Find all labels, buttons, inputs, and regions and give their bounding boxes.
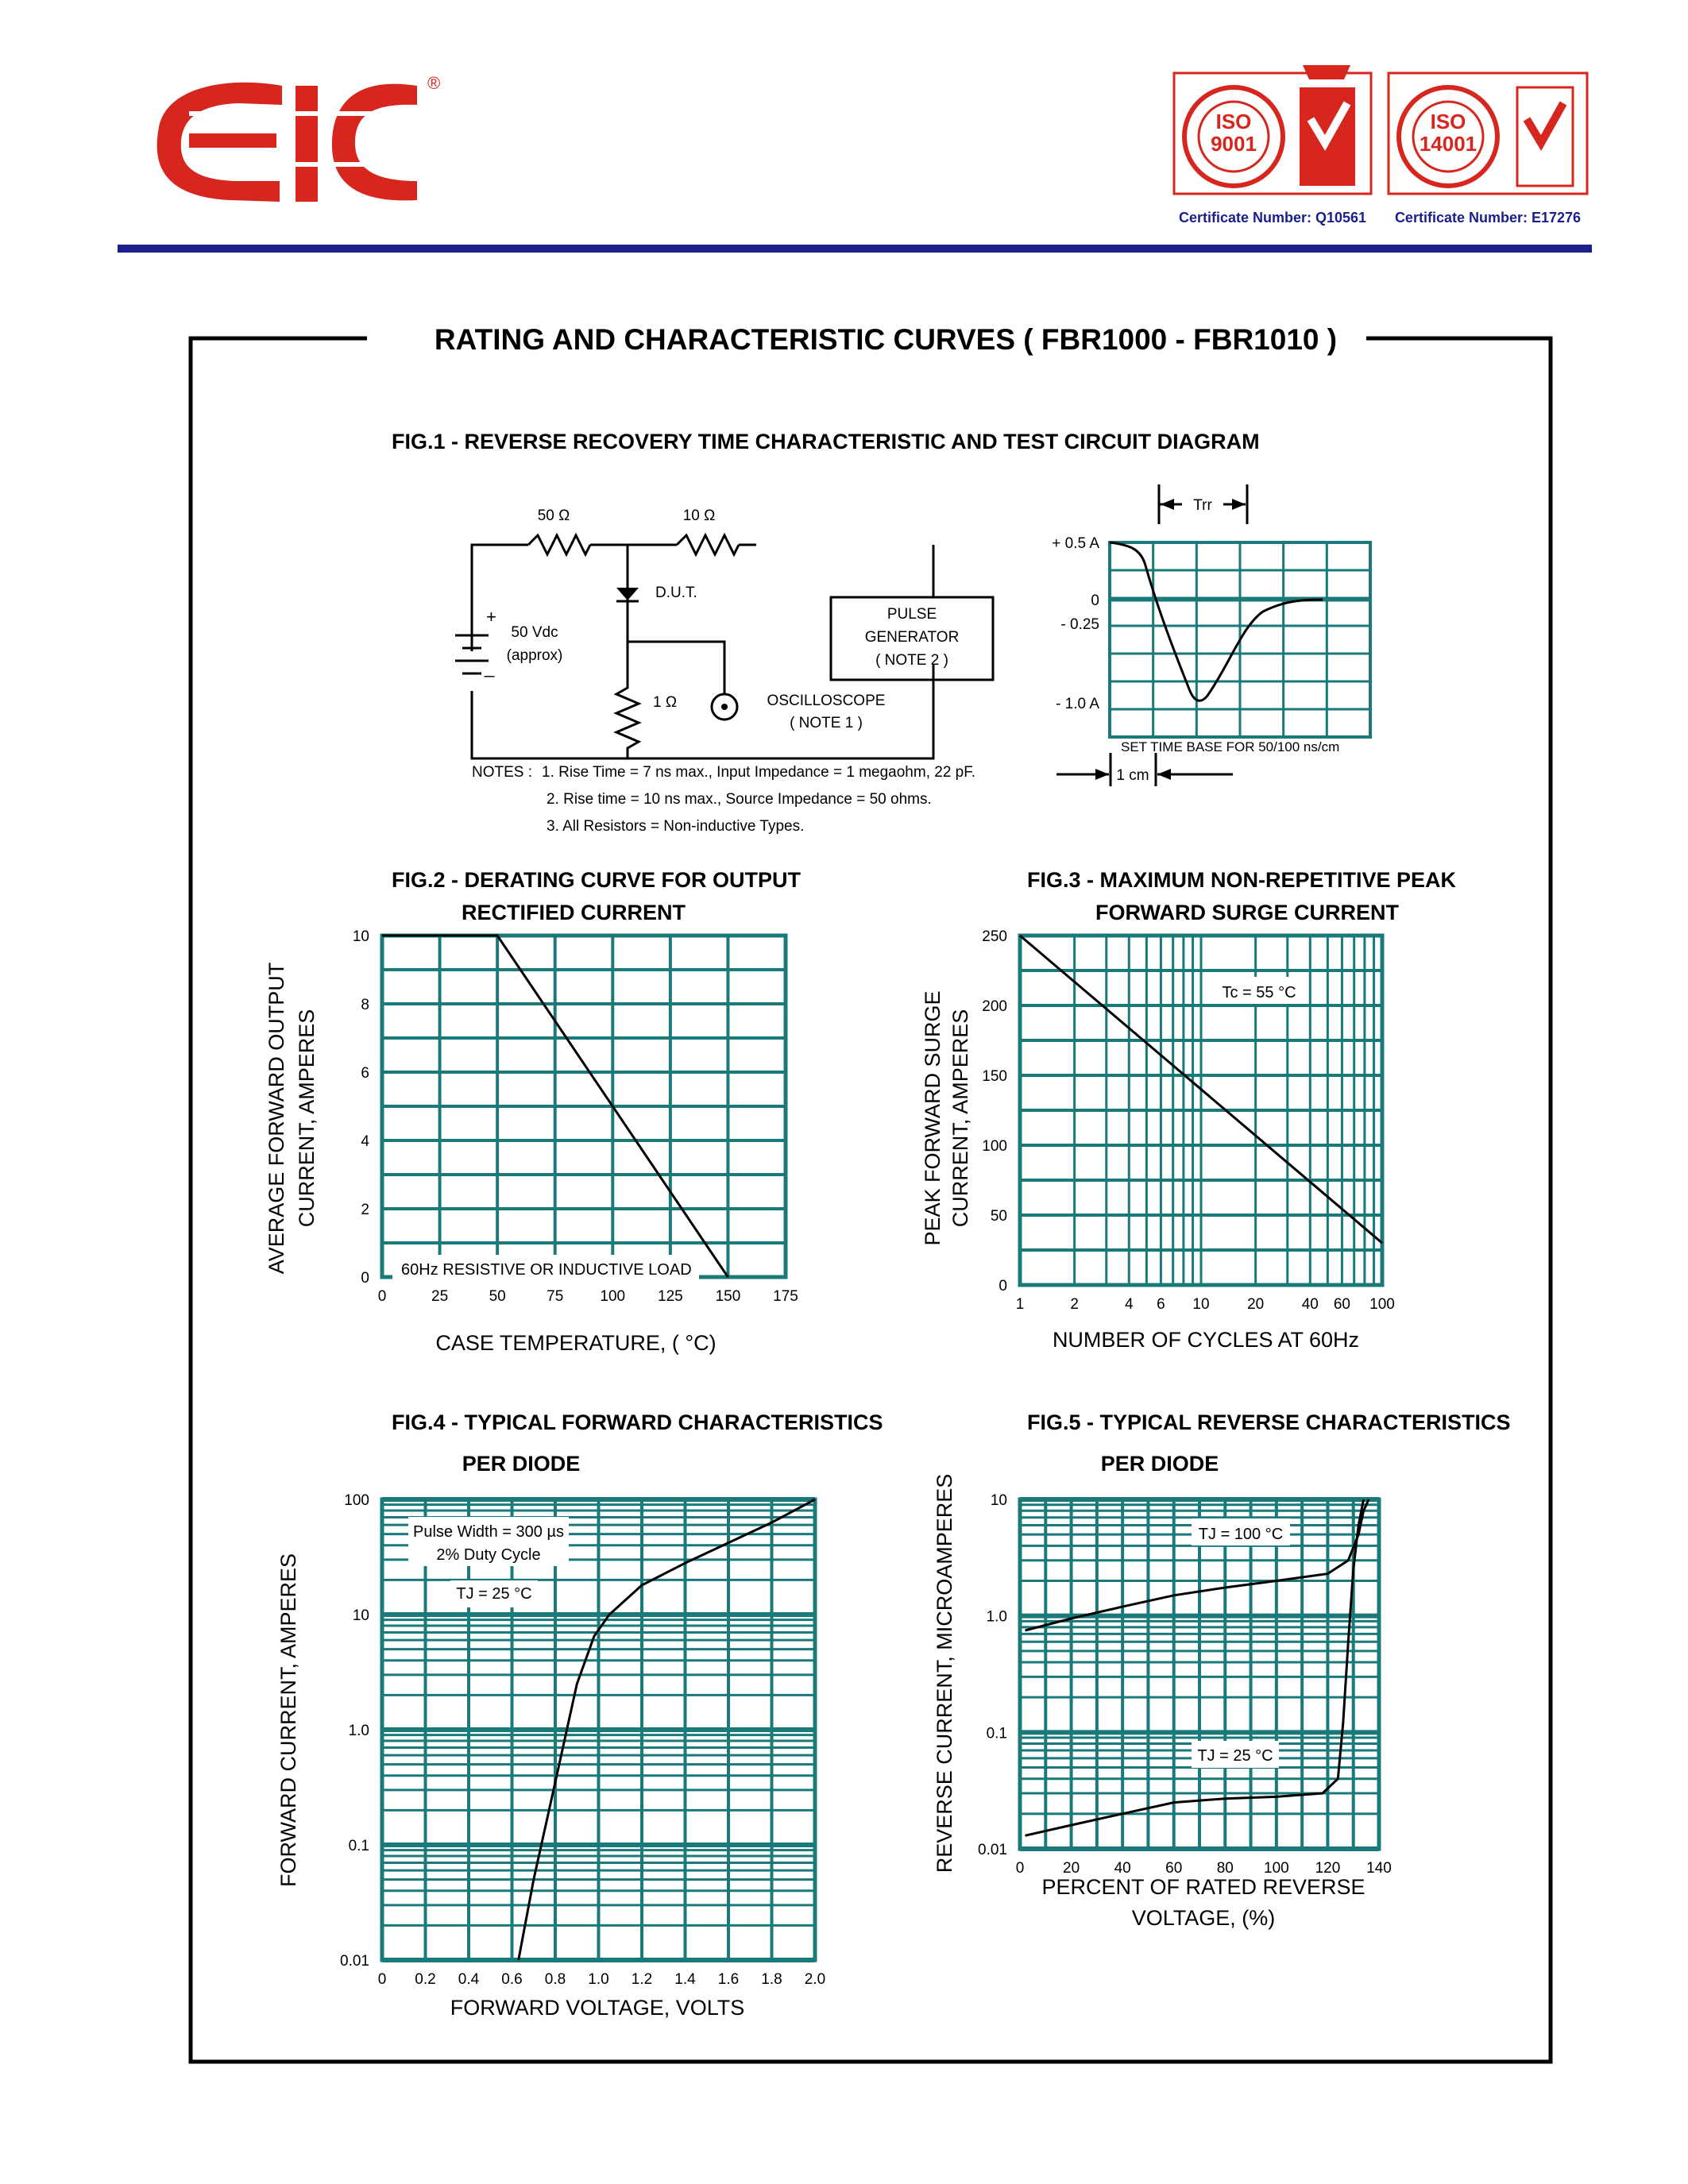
resistor-1-label: 1 Ω (653, 694, 678, 711)
x-tick-label: 100 (1369, 1296, 1395, 1313)
series-line-2 (1026, 1499, 1364, 1835)
x-tick-label: 10 (1192, 1296, 1210, 1313)
y-tick-label: 50 (990, 1208, 1007, 1225)
cert-iso-number: 14001 (1419, 132, 1477, 156)
notes-label: NOTES : (472, 764, 533, 781)
fig4-ylabel: FORWARD CURRENT, AMPERES (276, 1553, 300, 1888)
x-tick-label: 2.0 (804, 1971, 826, 1988)
y-tick-label: 10 (990, 1492, 1007, 1509)
fig4-annotation: TJ = 25 °C (456, 1585, 532, 1603)
x-tick-label: 40 (1301, 1296, 1319, 1313)
x-tick-label: 100 (600, 1288, 626, 1305)
fig2-ylabel: AVERAGE FORWARD OUTPUT (265, 962, 288, 1275)
fig2-annotation: 60Hz RESISTIVE OR INDUCTIVE LOAD (401, 1261, 692, 1279)
fig3-title: FIG.3 - MAXIMUM NON-REPETITIVE PEAK (1027, 868, 1457, 892)
cm-label: 1 cm (1116, 767, 1149, 784)
fig4-forward-chart (340, 1492, 825, 1988)
fig3-ylabel: CURRENT, AMPERES (948, 1009, 972, 1228)
trr-y-label: - 1.0 A (1056, 696, 1099, 712)
y-tick-label: 0 (361, 1270, 369, 1287)
y-tick-label: 0 (999, 1278, 1007, 1295)
cert-iso-label: ISO (1215, 110, 1252, 133)
trr-y-label: + 0.5 A (1052, 535, 1099, 552)
x-tick-label: 4 (1124, 1296, 1134, 1313)
page-title: RATING AND CHARACTERISTIC CURVES ( FBR1000 - FBR1010 ) (434, 323, 1338, 356)
fig3-surge-chart (982, 928, 1395, 1313)
y-tick-label: 0.01 (340, 1953, 369, 1970)
fig4-title: FIG.4 - TYPICAL FORWARD CHARACTERISTICS (392, 1410, 883, 1434)
y-tick-label: 100 (982, 1138, 1007, 1155)
x-tick-label: 150 (715, 1288, 741, 1305)
x-tick-label: 25 (431, 1288, 449, 1305)
fig4-xlabel: FORWARD VOLTAGE, VOLTS (450, 1996, 745, 2020)
fig2-subtitle: RECTIFIED CURRENT (462, 901, 686, 924)
y-tick-label: 100 (344, 1492, 369, 1509)
resistor-10-label: 10 Ω (682, 507, 716, 524)
fig3-ylabel: PEAK FORWARD SURGE (921, 990, 944, 1246)
y-tick-label: 10 (352, 928, 369, 945)
supply-minus: _ (485, 658, 495, 677)
resistor-50-label: 50 Ω (537, 507, 570, 524)
resistor-50-icon (528, 535, 590, 554)
cert-badge-iso14001 (1389, 73, 1587, 226)
y-tick-label: 250 (982, 928, 1007, 945)
x-tick-label: 1.8 (761, 1971, 782, 1988)
pulse-gen-label: GENERATOR (864, 629, 960, 646)
x-tick-label: 20 (1063, 1860, 1080, 1877)
oscilloscope-label: OSCILLOSCOPE (767, 693, 886, 709)
supply-note: (approx) (506, 647, 563, 664)
x-tick-label: 75 (547, 1288, 564, 1305)
trr-waveform (1052, 484, 1370, 786)
x-tick-label: 20 (1247, 1296, 1265, 1313)
fig5-xlabel: VOLTAGE, (%) (1131, 1906, 1276, 1930)
fig4-subtitle: PER DIODE (462, 1452, 581, 1476)
fig2-xlabel: CASE TEMPERATURE, ( °C) (435, 1331, 717, 1355)
x-tick-label: 0.4 (458, 1971, 480, 1988)
fig3-subtitle: FORWARD SURGE CURRENT (1095, 901, 1400, 924)
pulse-gen-note: ( NOTE 2 ) (875, 652, 948, 669)
y-tick-label: 0.01 (978, 1842, 1007, 1858)
fig2-derating-chart (353, 928, 798, 1305)
x-tick-label: 120 (1315, 1860, 1341, 1877)
x-tick-label: 80 (1216, 1860, 1234, 1877)
eic-logo (157, 73, 441, 202)
y-tick-label: 0.1 (986, 1725, 1007, 1742)
y-tick-label: 1.0 (348, 1723, 369, 1739)
x-tick-label: 140 (1366, 1860, 1392, 1877)
y-tick-label: 10 (352, 1607, 369, 1624)
y-tick-label: 1.0 (986, 1608, 1007, 1626)
trr-y-label: 0 (1091, 592, 1099, 609)
x-tick-label: 1.0 (588, 1971, 609, 1988)
fig3-xlabel: NUMBER OF CYCLES AT 60Hz (1052, 1328, 1360, 1352)
oscilloscope-note: ( NOTE 1 ) (790, 715, 863, 731)
x-tick-label: 0 (377, 1971, 387, 1988)
dut-label: D.U.T. (655, 585, 697, 601)
x-tick-label: 1.2 (631, 1971, 653, 1988)
diode-icon (616, 588, 639, 600)
fig1-title: FIG.1 - REVERSE RECOVERY TIME CHARACTERISTIC AND TEST CIRCUIT DIAGRAM (392, 430, 1260, 453)
resistor-1-icon (616, 679, 639, 758)
fig5-title: FIG.5 - TYPICAL REVERSE CHARACTERISTICS (1027, 1410, 1511, 1434)
cert-iso-number: 9001 (1211, 132, 1257, 156)
fig5-series-label: TJ = 25 °C (1197, 1747, 1273, 1765)
fig2-ylabel: CURRENT, AMPERES (295, 1009, 319, 1228)
x-tick-label: 0 (1015, 1860, 1025, 1877)
trr-curve (1110, 542, 1323, 700)
cert-badge-iso9001 (1174, 65, 1371, 226)
fig5-series-label: TJ = 100 °C (1198, 1526, 1284, 1543)
note-3: 3. All Resistors = Non-inductive Types. (547, 818, 805, 835)
cert-caption: Certificate Number: E17276 (1394, 210, 1582, 226)
x-tick-label: 50 (489, 1288, 506, 1305)
x-tick-label: 1.4 (674, 1971, 696, 1988)
timebase-label: SET TIME BASE FOR 50/100 ns/cm (1121, 739, 1340, 754)
eic-logo-mark (157, 83, 419, 202)
y-tick-label: 2 (361, 1202, 369, 1218)
note-2: 2. Rise time = 10 ns max., Source Impedance = 50 ohms. (547, 791, 932, 808)
x-tick-label: 1 (1015, 1296, 1025, 1313)
fig5-ylabel: REVERSE CURRENT, MICROAMPERES (933, 1473, 956, 1873)
header-rule (118, 245, 1592, 253)
x-tick-label: 1.6 (717, 1971, 740, 1988)
fig5-subtitle: PER DIODE (1100, 1452, 1219, 1476)
x-tick-label: 0 (377, 1288, 387, 1305)
trr-label: Trr (1193, 497, 1212, 514)
x-tick-label: 40 (1114, 1860, 1131, 1877)
x-tick-label: 60 (1165, 1860, 1183, 1877)
supply-voltage: 50 Vdc (511, 624, 558, 641)
x-tick-label: 0.8 (544, 1971, 566, 1988)
x-tick-label: 6 (1157, 1296, 1165, 1313)
y-tick-label: 6 (361, 1065, 369, 1082)
x-tick-label: 100 (1264, 1860, 1289, 1877)
cert-iso-label: ISO (1430, 110, 1466, 133)
fig5-xlabel: PERCENT OF RATED REVERSE (1041, 1875, 1365, 1899)
y-tick-label: 8 (361, 997, 369, 1013)
x-tick-label: 60 (1333, 1296, 1350, 1313)
y-tick-label: 4 (361, 1133, 369, 1150)
x-tick-label: 0.6 (501, 1971, 523, 1988)
fig4-annotation: 2% Duty Cycle (436, 1546, 541, 1564)
x-tick-label: 175 (773, 1288, 798, 1305)
x-tick-label: 2 (1070, 1296, 1079, 1313)
resistor-10-icon (677, 535, 739, 554)
trr-y-label: - 0.25 (1060, 616, 1099, 633)
fig5-reverse-chart (978, 1492, 1392, 1877)
y-tick-label: 200 (982, 998, 1007, 1015)
x-tick-label: 125 (658, 1288, 683, 1305)
supply-plus: + (486, 607, 496, 627)
y-tick-label: 0.1 (348, 1838, 369, 1854)
fig2-title: FIG.2 - DERATING CURVE FOR OUTPUT (392, 868, 802, 892)
x-tick-label: 0.2 (415, 1971, 436, 1988)
cert-caption: Certificate Number: Q10561 (1178, 210, 1367, 226)
fig4-annotation: Pulse Width = 300 µs (413, 1523, 564, 1541)
pulse-gen-label: PULSE (886, 606, 937, 623)
crown-icon (1303, 65, 1350, 79)
note-1: 1. Rise Time = 7 ns max., Input Impedance = 1 megaohm, 22 pF. (542, 764, 976, 781)
fig3-annotation: Tc = 55 °C (1222, 984, 1296, 1001)
registered-mark: ® (427, 73, 441, 93)
y-tick-label: 150 (982, 1068, 1007, 1085)
